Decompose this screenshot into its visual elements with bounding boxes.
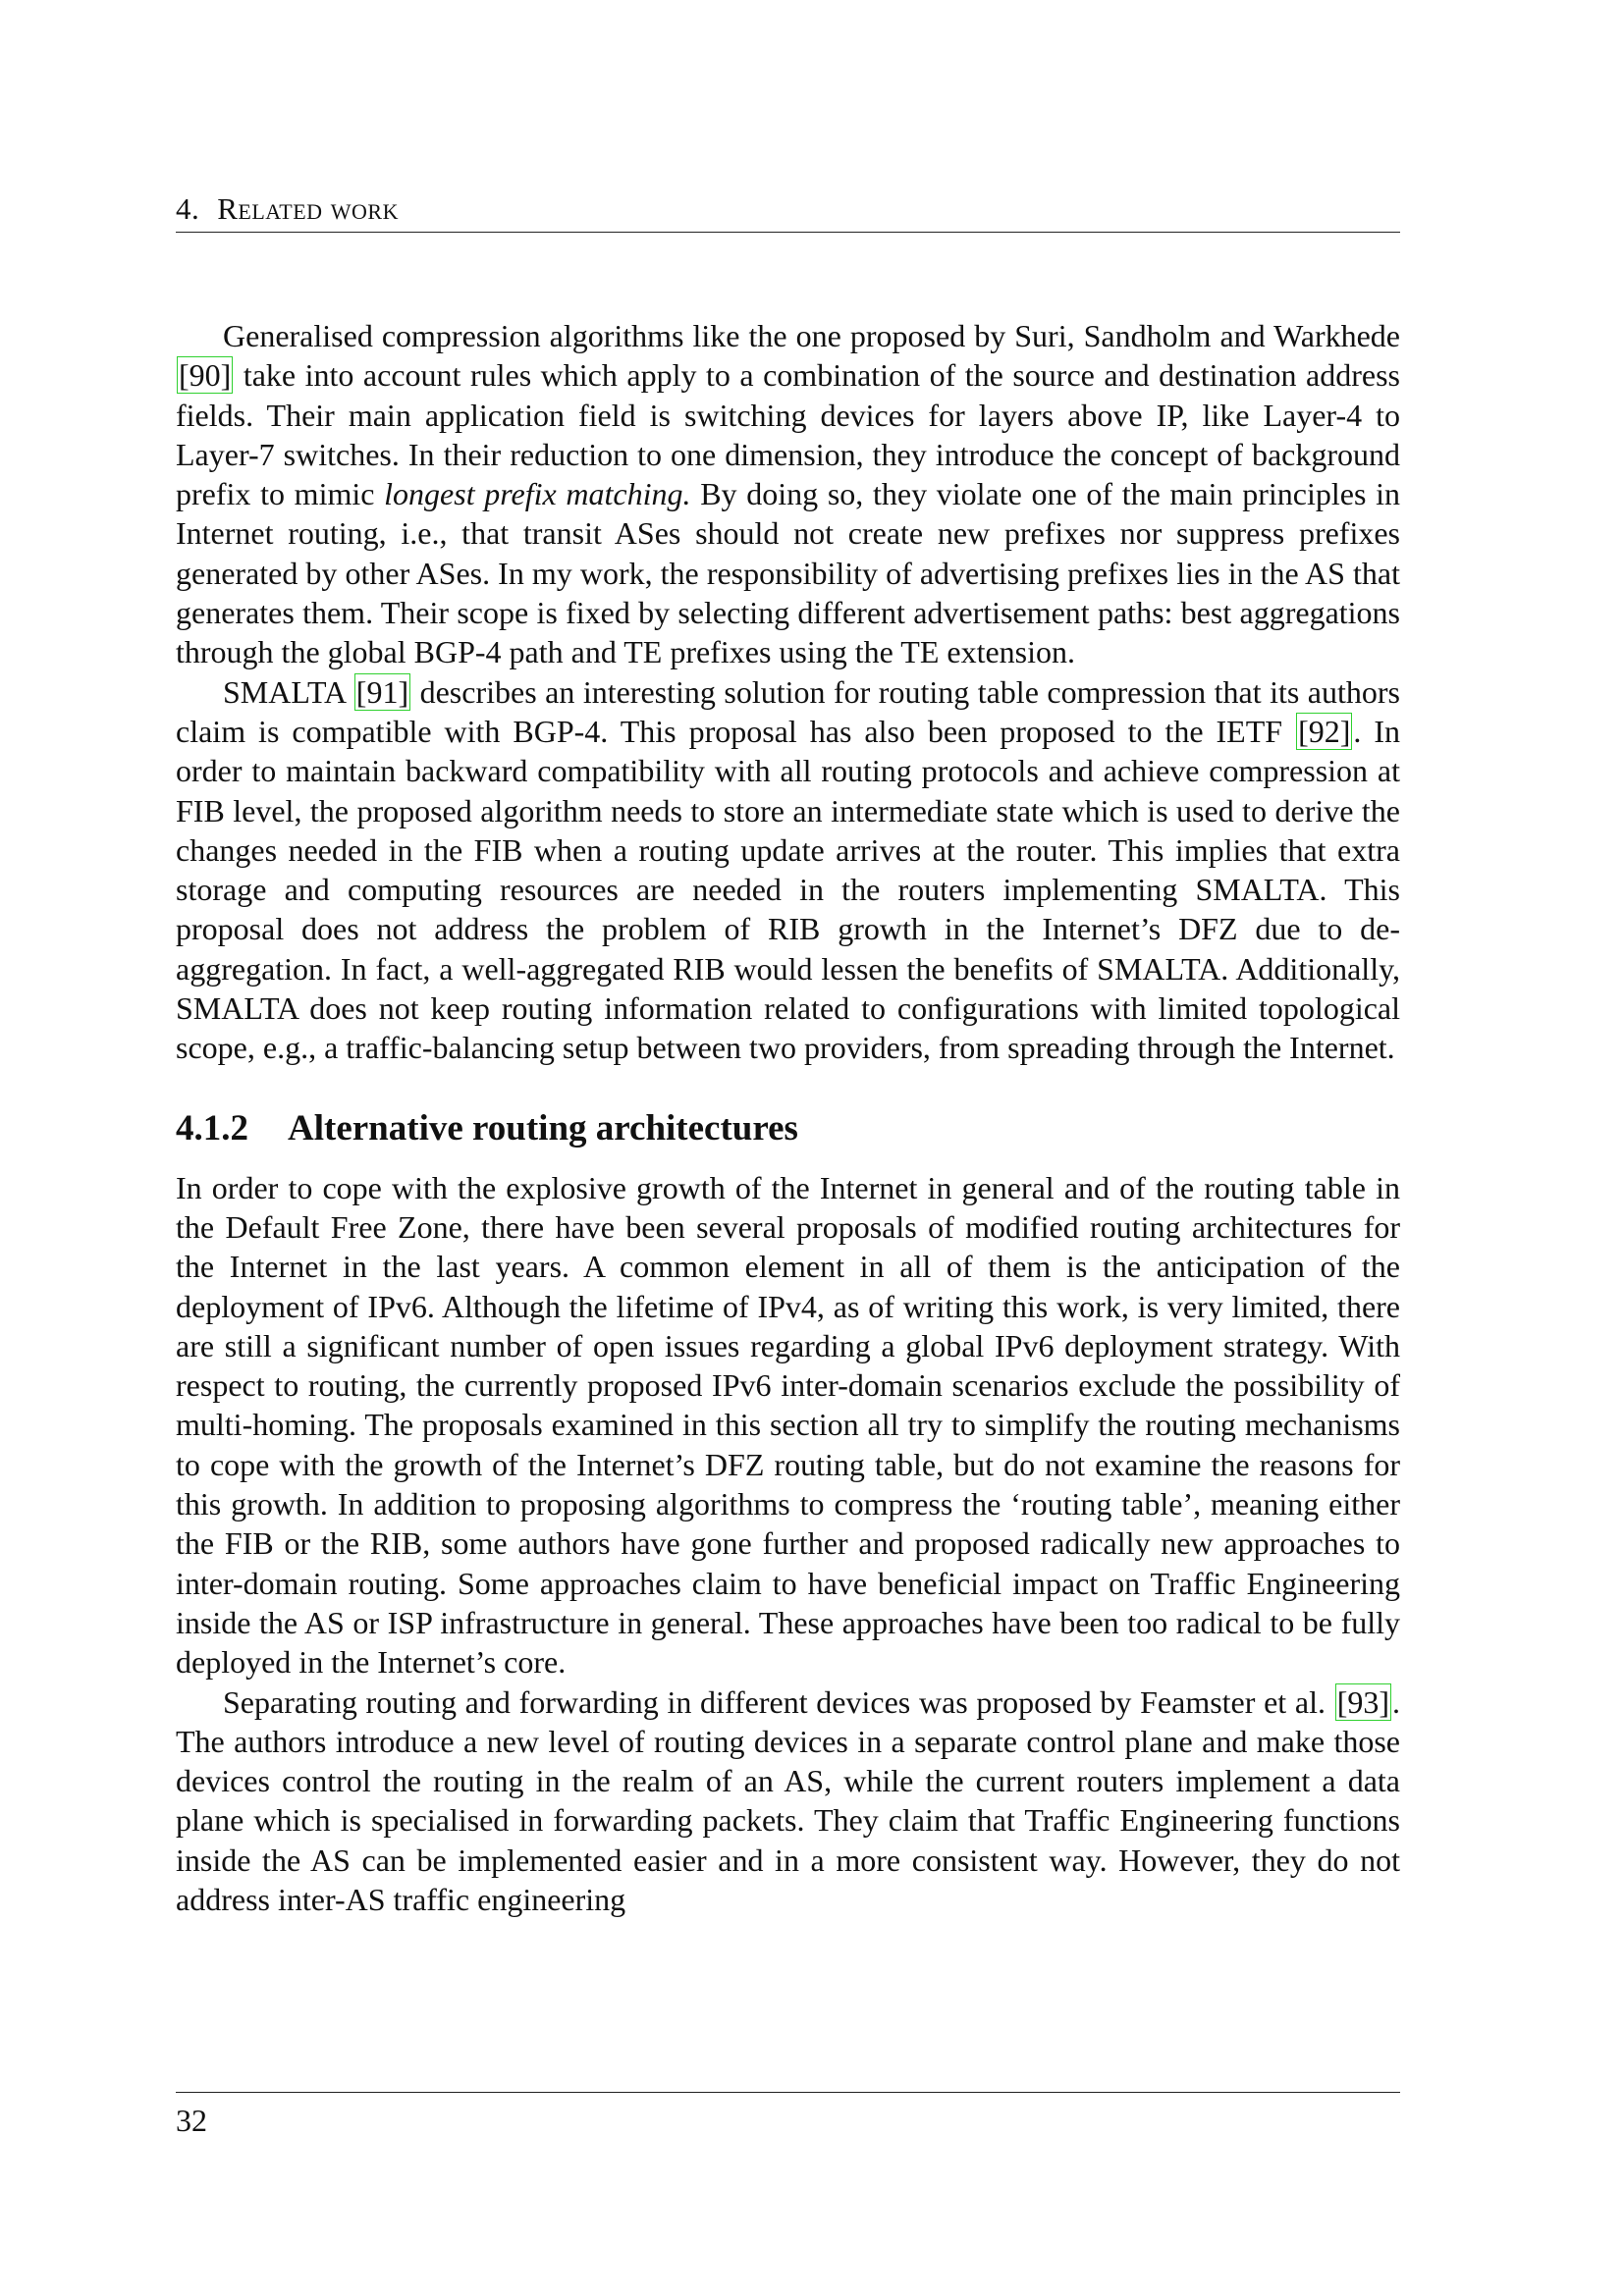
section-heading — [176, 1107, 1400, 1150]
section-number: 4.1.2 — [176, 1107, 248, 1148]
body-text — [176, 316, 1400, 1919]
page-number: 32 — [176, 2103, 207, 2138]
running-head — [176, 189, 1400, 229]
text-run: SMALTA — [223, 673, 353, 710]
chapter-title: Related work — [217, 191, 399, 226]
text-run: Separating routing and forwarding in different devices was proposed by Feamster et al. — [223, 1683, 1334, 1720]
text-run: . In order to maintain backward compatibility with all routing protocols and achieve compression at FIB level, the proposed algorithm needs to store an intermediate state which is used to derive the changes needed in the FIB when a routing update arrives at the router. This implies that extra storage and computing resources are needed in the routers implementing SMALTA. This proposal does not address the problem of RIB growth in the Internet’s DFZ due to de-aggregation. In fact, a well-aggregated RIB would lessen the benefits of SMALTA. Additionally, SMALTA does not keep routing information related to configurations with limited topological scope, e.g., a traffic-balancing setup between two providers, from spreading through the Internet. — [176, 713, 1401, 1066]
header-rule — [176, 232, 1400, 233]
paragraph-compression-algorithms — [176, 316, 1400, 672]
citation-link[interactable]: [93] — [1336, 1683, 1389, 1720]
footer-rule — [176, 2092, 1400, 2093]
text-run: By doing so, they violate one of the main principles in Internet routing, i.e., that transit ASes should not create new prefixes nor suppress prefixes generated by other ASes. In my work, the responsibility of advertising prefixes lies in the AS that generates them. Their scope is fixed by selecting different advertisement paths: best aggregations through the global BGP-4 path and TE prefixes using the TE extension. — [176, 476, 1401, 670]
page — [176, 0, 1400, 2296]
citation-link[interactable]: [91] — [355, 673, 409, 710]
paragraph-smalta — [176, 672, 1400, 1068]
text-run: . The authors introduce a new level of routing devices in a separate control plane and make those devices control the routing in the realm of an AS, while the current routers implement a data plane which is specialised in forwarding packets. They claim that Traffic Engineering functions inside the AS can be implemented easier and in a more consistent way. However, they do not address inter-AS traffic engineering — [176, 1683, 1400, 1917]
paragraph-routing-architectures: In order to cope with the explosive growth of the Internet in general and of the routing table in the Default Free Zone, there have been several proposals of modified routing architectures for the Internet in the last years. A common element in all of them is the anticipation of the deployment of IPv6. Although the lifetime of IPv4, as of writing this work, is very limited, there are still a significant number of open issues regarding a global IPv6 deployment strategy. With respect to routing, the currently proposed IPv6 inter-domain scenarios exclude the possibility of multi-homing. The proposals examined in this section all try to simplify the routing mechanisms to cope with the growth of the Internet’s DFZ routing table, but do not examine the reasons for this growth. In addition to proposing algorithms to compress the ‘routing table’, meaning either the FIB or the RIB, some authors have gone further and proposed radically new approaches to inter-domain routing. Some approaches claim to have beneficial impact on Traffic Engineering inside the AS or ISP infrastructure in general. These approaches have been too radical to be fully deployed in the Internet’s core. — [176, 1169, 1400, 1681]
text-run: Generalised compression algorithms like the one proposed by Suri, Sandholm and Warkhede — [223, 318, 1400, 353]
text-run: take into account rules which apply to a combination of the source and destination address fields. Their main application field is switching devices for layers above IP, like Layer-4 to Layer-7 switches. In their reduction to one dimension, they introduce the concept of background prefix to mimic — [176, 357, 1400, 512]
chapter-number: 4. — [176, 191, 200, 226]
paragraph-separating-routing — [176, 1682, 1400, 1920]
text-run: describes an interesting solution for routing table compression that its authors claim is compatible with BGP-4. This proposal has also been proposed to the IETF — [176, 673, 1400, 749]
citation-link[interactable]: [92] — [1298, 713, 1351, 749]
section-title: Alternative routing architectures — [288, 1107, 798, 1148]
citation-link[interactable]: [90] — [179, 357, 232, 394]
emphasis-text: longest prefix matching. — [384, 476, 691, 512]
